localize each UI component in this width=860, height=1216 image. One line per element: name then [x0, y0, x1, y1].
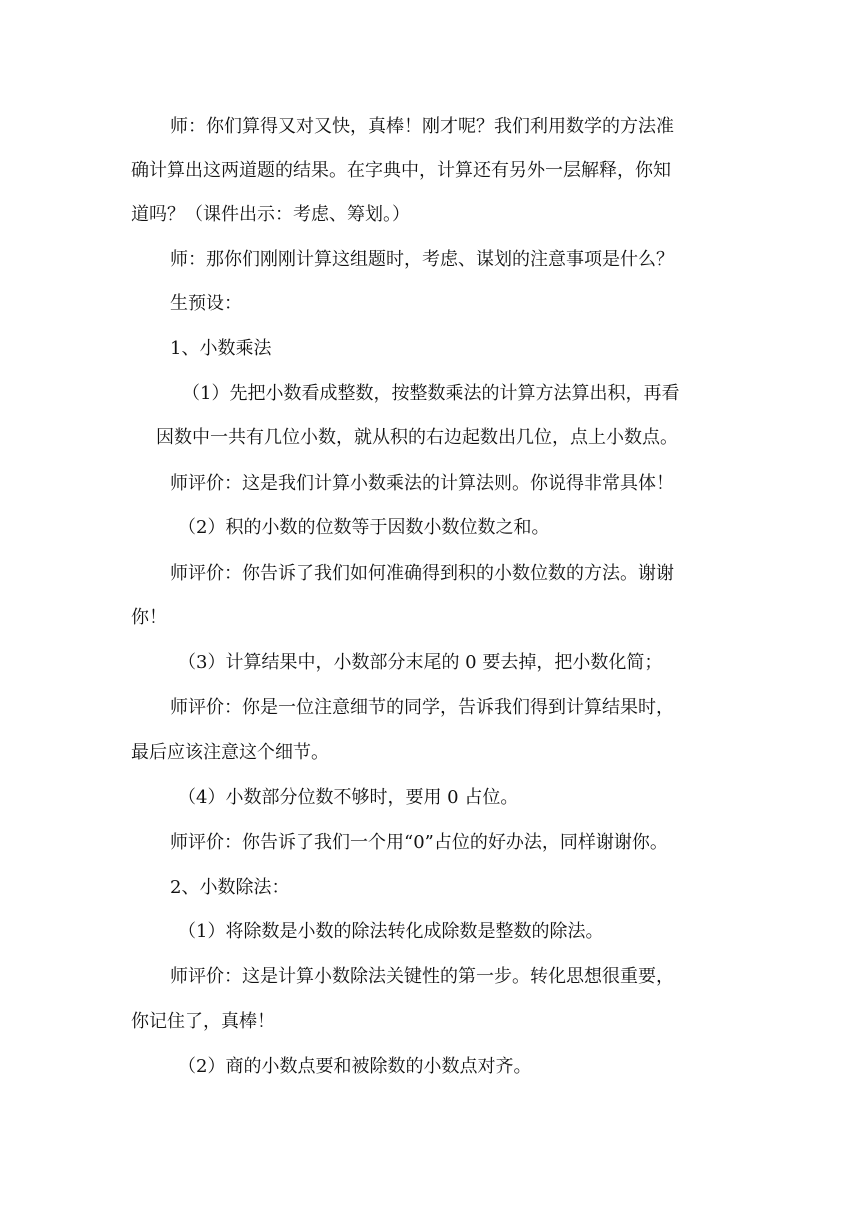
- section-heading: 2、小数除法：: [170, 877, 290, 898]
- text-line: 师评价：这是计算小数除法关键性的第一步。转化思想很重要，: [170, 966, 674, 987]
- text-line: 生预设：: [170, 293, 242, 314]
- text-line: 你！: [131, 607, 167, 628]
- text-line: 师：你们算得又对又快，真棒！刚才呢？我们利用数学的方法准: [170, 116, 674, 137]
- text-line: 师评价：你告诉了我们如何准确得到积的小数位数的方法。谢谢: [170, 563, 674, 584]
- text-line: 道吗？（课件出示：考虑、筹划。）: [131, 204, 410, 225]
- text-line: 师评价：你是一位注意细节的同学，告诉我们得到计算结果时，: [170, 697, 674, 718]
- text-line: 最后应该注意这个细节。: [131, 742, 329, 763]
- text-line: （4）小数部分位数不够时，要用 0 占位。: [178, 787, 519, 808]
- text-line: 师：那你们刚刚计算这组题时，考虑、谋划的注意事项是什么？: [170, 249, 674, 270]
- text-line: （1）先把小数看成整数，按整数乘法的计算方法算出积，再看: [182, 383, 680, 404]
- text-line: 师评价：你告诉了我们一个用“0”占位的好办法，同样谢谢你。: [170, 832, 668, 853]
- text-line: （1）将除数是小数的除法转化成除数是整数的除法。: [178, 921, 604, 942]
- section-heading: 1、小数乘法: [170, 338, 272, 359]
- text-line: （2）商的小数点要和被除数的小数点对齐。: [178, 1056, 532, 1077]
- text-line: （3）计算结果中，小数部分末尾的 0 要去掉，把小数化简；: [178, 652, 663, 673]
- text-line: （2）积的小数的位数等于因数小数位数之和。: [178, 517, 550, 538]
- text-line: 因数中一共有几位小数，就从积的右边起数出几位，点上小数点。: [156, 427, 678, 448]
- text-line: 你记住了，真棒！: [131, 1011, 275, 1032]
- text-line: 师评价：这是我们计算小数乘法的计算法则。你说得非常具体！: [170, 473, 674, 494]
- text-line: 确计算出这两道题的结果。在字典中，计算还有另外一层解释，你知: [131, 160, 671, 181]
